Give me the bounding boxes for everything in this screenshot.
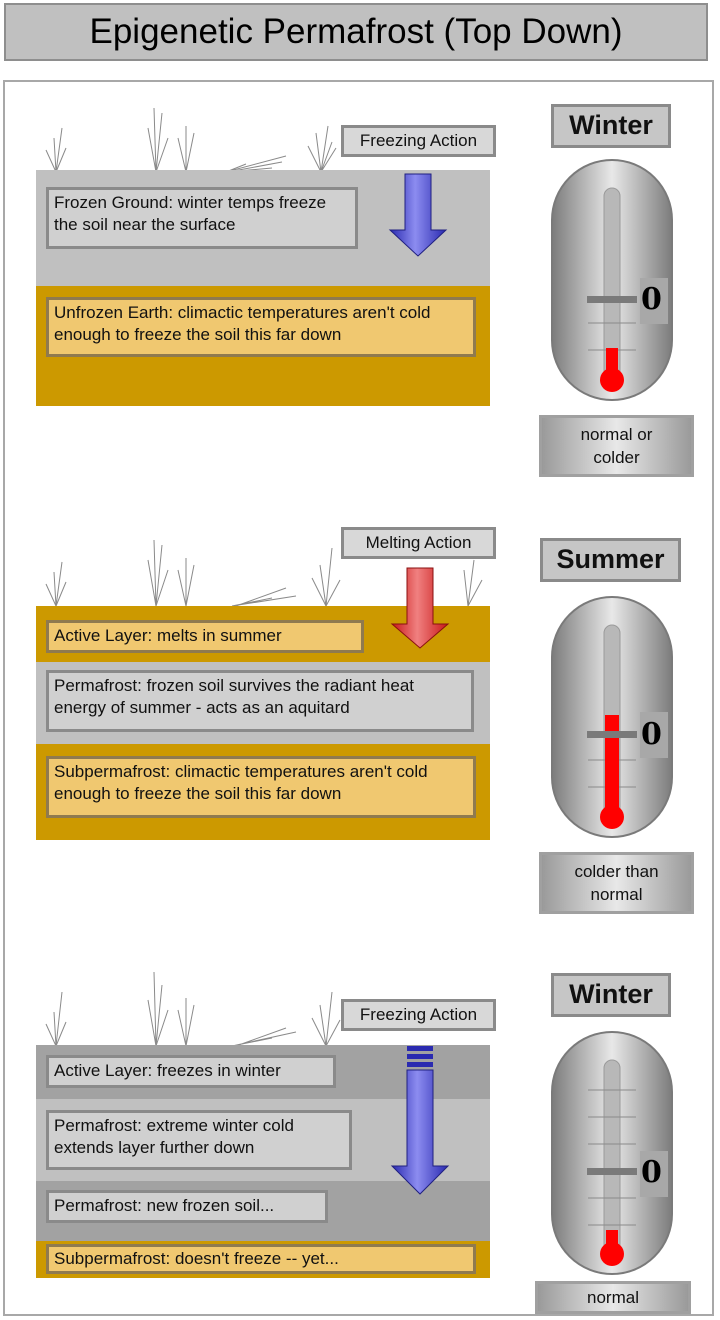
layer-label: Permafrost: new frozen soil... bbox=[46, 1190, 328, 1223]
layer-label: Subpermafrost: climactic temperatures aren't cold enough to freeze the soil this far down bbox=[46, 756, 476, 818]
layer-label: Permafrost: frozen soil survives the radiant heat energy of summer - acts as an aquitard bbox=[46, 670, 474, 732]
action-label: Freezing Action bbox=[341, 999, 496, 1031]
freezing-arrow bbox=[388, 172, 448, 258]
condition-label: colder than normal bbox=[539, 852, 694, 914]
season-label: Winter bbox=[551, 104, 671, 148]
layer-label: Active Layer: melts in summer bbox=[46, 620, 364, 653]
condition-label: normal or colder bbox=[539, 415, 694, 477]
condition-label: normal bbox=[535, 1281, 691, 1314]
zero-mark: 0 bbox=[641, 717, 662, 752]
season-label: Winter bbox=[551, 973, 671, 1017]
zero-mark: 0 bbox=[641, 1155, 662, 1190]
freezing-arrow bbox=[390, 1044, 450, 1196]
layer-label: Unfrozen Earth: climactic temperatures aren't cold enough to freeze the soil this far down bbox=[46, 297, 476, 357]
title-bar bbox=[4, 3, 708, 61]
layer-label: Frozen Ground: winter temps freeze the soil near the surface bbox=[46, 187, 358, 249]
layer-label: Subpermafrost: doesn't freeze -- yet... bbox=[46, 1244, 476, 1274]
action-label: Melting Action bbox=[341, 527, 496, 559]
season-label: Summer bbox=[540, 538, 681, 582]
melting-arrow bbox=[390, 566, 450, 650]
layer-label: Permafrost: extreme winter cold extends layer further down bbox=[46, 1110, 352, 1170]
layer-label: Active Layer: freezes in winter bbox=[46, 1055, 336, 1088]
action-label: Freezing Action bbox=[341, 125, 496, 157]
zero-mark: 0 bbox=[641, 282, 662, 317]
page-title: Epigenetic Permafrost (Top Down) bbox=[89, 12, 623, 51]
